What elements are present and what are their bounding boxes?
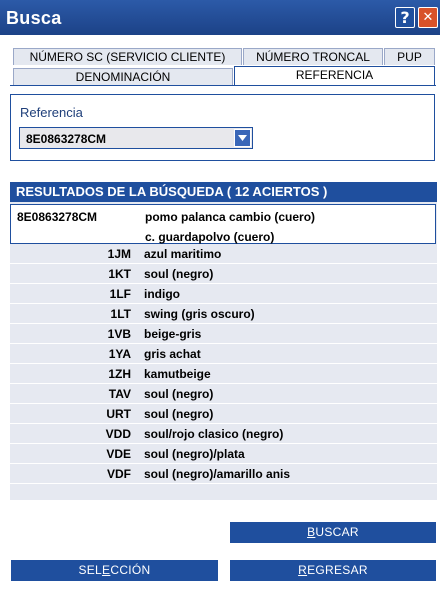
buscar-button-hotkey: B <box>307 525 316 539</box>
tab-numero-troncal[interactable]: NÚMERO TRONCAL <box>243 48 383 65</box>
window-titlebar <box>0 0 440 35</box>
seleccion-button-label-end: CCIÓN <box>110 563 151 577</box>
result-code: 1LT <box>110 307 131 321</box>
result-desc: soul (negro) <box>144 267 214 281</box>
regresar-button-hotkey: R <box>298 563 308 577</box>
result-row[interactable] <box>10 244 437 264</box>
result-row[interactable] <box>10 284 437 304</box>
result-code: 1YA <box>108 347 131 361</box>
regresar-button[interactable] <box>230 560 436 581</box>
seleccion-button[interactable] <box>11 560 218 581</box>
seleccion-button-label-start: SEL <box>78 563 103 577</box>
result-desc: soul (negro) <box>144 407 214 421</box>
result-row[interactable] <box>10 344 437 364</box>
reference-panel <box>10 94 435 161</box>
tab-divider <box>10 85 436 86</box>
result-row-selected[interactable] <box>10 204 436 244</box>
result-row[interactable] <box>10 324 437 344</box>
result-code: VDE <box>106 447 131 461</box>
tab-referencia[interactable]: REFERENCIA <box>234 66 435 86</box>
buscar-button[interactable] <box>230 522 436 543</box>
result-row[interactable] <box>10 464 437 484</box>
help-icon: ? <box>400 8 410 27</box>
regresar-button-label: EGRESAR <box>307 563 368 577</box>
reference-select[interactable] <box>19 127 253 149</box>
result-code: 1LF <box>109 287 131 301</box>
result-desc: soul (negro) <box>144 387 214 401</box>
chevron-down-icon <box>238 135 247 141</box>
result-row[interactable] <box>10 404 437 424</box>
result-desc: gris achat <box>144 347 201 361</box>
result-desc: swing (gris oscuro) <box>144 307 255 321</box>
result-code: VDF <box>107 467 131 481</box>
result-code: 8E0863278CM <box>17 210 98 224</box>
result-row[interactable] <box>10 384 437 404</box>
reference-label: Referencia <box>20 105 83 120</box>
result-desc: soul (negro)/plata <box>144 447 245 461</box>
result-row[interactable] <box>10 304 437 324</box>
tab-pup[interactable]: PUP <box>384 48 435 65</box>
result-code: 1VB <box>107 327 131 341</box>
result-desc: beige-gris <box>144 327 202 341</box>
result-row[interactable] <box>10 264 437 284</box>
tab-numero-sc[interactable]: NÚMERO SC (SERVICIO CLIENTE) <box>13 48 242 65</box>
dropdown-arrow[interactable] <box>234 129 251 147</box>
result-desc-line2: c. guardapolvo (cuero) <box>145 230 275 244</box>
result-code: URT <box>106 407 131 421</box>
result-row[interactable] <box>10 364 437 384</box>
buscar-button-label: USCAR <box>315 525 359 539</box>
reference-select-value: 8E0863278CM <box>26 132 107 146</box>
results-header: RESULTADOS DE LA BÚSQUEDA ( 12 ACIERTOS ) <box>10 182 437 202</box>
result-code: 1JM <box>107 247 131 261</box>
result-row[interactable] <box>10 444 437 464</box>
close-button[interactable] <box>418 7 438 28</box>
result-code: 1ZH <box>108 367 131 381</box>
result-code: VDD <box>105 427 131 441</box>
result-desc: pomo palanca cambio (cuero) <box>145 210 316 224</box>
result-desc: azul maritimo <box>144 247 222 261</box>
seleccion-button-hotkey: E <box>102 563 111 577</box>
result-desc: indigo <box>144 287 180 301</box>
close-icon: ✕ <box>422 10 434 25</box>
window-title: Busca <box>6 8 62 28</box>
results-list <box>10 202 437 500</box>
result-code: 1KT <box>108 267 131 281</box>
result-desc: soul/rojo clasico (negro) <box>144 427 284 441</box>
help-button[interactable] <box>395 7 415 28</box>
result-row[interactable] <box>10 424 437 444</box>
result-desc: soul (negro)/amarillo anis <box>144 467 291 481</box>
result-code: TAV <box>108 387 131 401</box>
tab-denominacion[interactable]: DENOMINACIÓN <box>13 68 233 85</box>
result-desc: kamutbeige <box>144 367 211 381</box>
